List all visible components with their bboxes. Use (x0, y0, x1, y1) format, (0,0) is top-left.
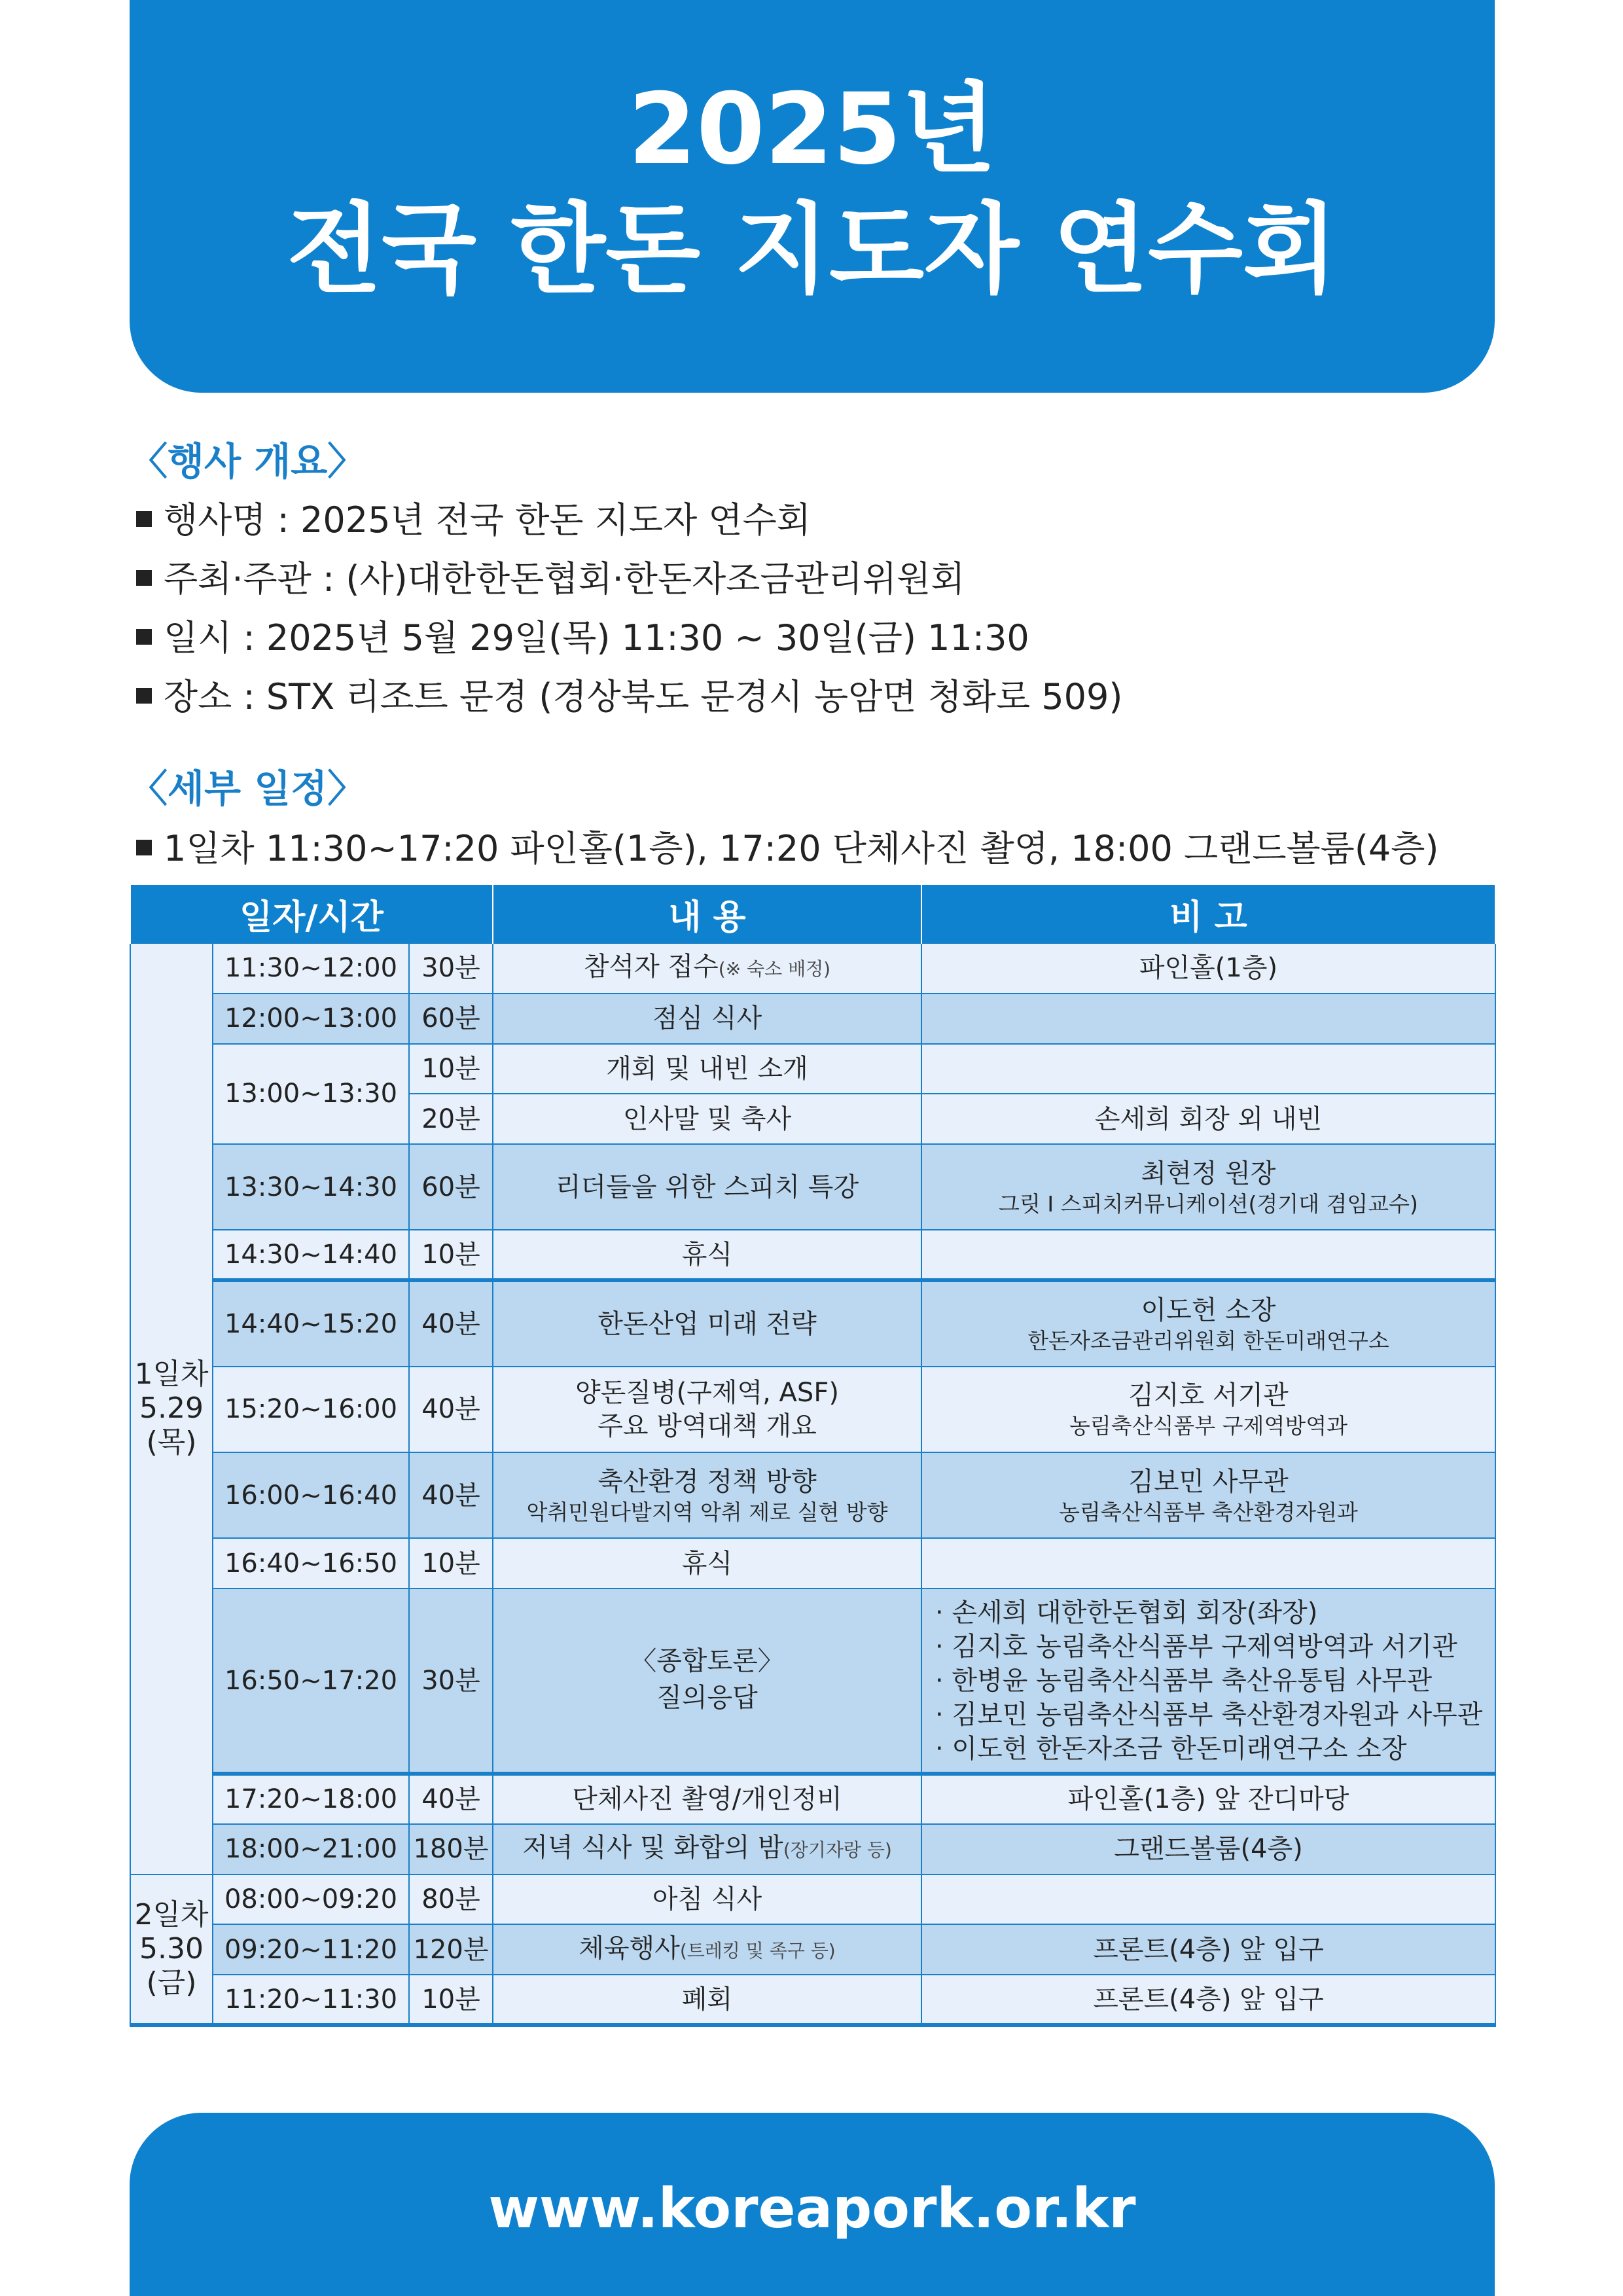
table-row (130, 1588, 1495, 1774)
table-row (130, 994, 1495, 1044)
duration-cell: 10분 (409, 1230, 493, 1280)
content-cell: 인사말 및 축사 (493, 1094, 921, 1144)
note-cell (921, 1874, 1495, 1925)
panel-member: · 김지호 농림축산식품부 구제역방역과 서기관 (935, 1631, 1457, 1662)
table-row (130, 1774, 1495, 1824)
day1-label: 1일차 (134, 1357, 209, 1391)
header-note: 비 고 (921, 885, 1495, 943)
overview-item: 주최·주관 : (사)대한한돈협회·한돈자조금관리위원회 (136, 556, 965, 602)
day2-cell (130, 1874, 213, 2025)
time-cell: 09:20~11:20 (213, 1924, 409, 1975)
content-cell: 저녁 식사 및 화합의 밤(장기자랑 등) (493, 1824, 921, 1874)
note-cell (921, 1230, 1495, 1280)
time-cell: 14:30~14:40 (213, 1230, 409, 1280)
note-cell: 프론트(4층) 앞 입구 (921, 1975, 1495, 2025)
note-cell: 손세희 회장 외 내빈 (921, 1094, 1495, 1144)
duration-cell: 60분 (409, 994, 493, 1044)
content-cell: 한돈산업 미래 전략 (493, 1280, 921, 1366)
note-cell: 이도헌 소장 한돈자조금관리위원회 한돈미래연구소 (921, 1280, 1495, 1366)
content-cell: 아침 식사 (493, 1874, 921, 1925)
panel-member: · 손세희 대한한돈협회 회장(좌장) (935, 1597, 1318, 1628)
time-cell: 16:50~17:20 (213, 1588, 409, 1774)
time-cell: 13:00~13:30 (213, 1044, 409, 1145)
time-cell: 17:20~18:00 (213, 1774, 409, 1824)
schedule-title: 〈세부 일정〉 (130, 766, 366, 811)
time-cell: 18:00~21:00 (213, 1824, 409, 1874)
time-cell: 15:20~16:00 (213, 1367, 409, 1452)
time-cell: 11:20~11:30 (213, 1975, 409, 2025)
note-cell: 최현정 원장 그릿 I 스피치커뮤니케이션(경기대 겸임교수) (921, 1144, 1495, 1230)
duration-cell: 10분 (409, 1975, 493, 2025)
header-title: 전국 한돈 지도자 연수회 (287, 193, 1338, 307)
table-row (130, 1452, 1495, 1538)
overview-title: 〈행사 개요〉 (130, 439, 366, 484)
day2-date: 5.30 (139, 1931, 204, 1965)
schedule-summary: 1일차 11:30~17:20 파인홀(1층), 17:20 단체사진 촬영, 18:00 그랜드볼룸(4층) (136, 826, 1439, 872)
day1-date: 5.29 (139, 1391, 204, 1426)
schedule-table (130, 885, 1496, 2027)
duration-cell: 80분 (409, 1874, 493, 1925)
duration-cell: 40분 (409, 1774, 493, 1824)
note-cell: 김지호 서기관 농림축산식품부 구제역방역과 (921, 1367, 1495, 1452)
duration-cell: 40분 (409, 1367, 493, 1452)
square-bullet-icon (136, 511, 152, 527)
square-bullet-icon (136, 629, 152, 645)
table-header-row (130, 885, 1495, 943)
day1-dow: (목) (146, 1426, 197, 1460)
table-row (130, 1975, 1495, 2025)
note-cell: 파인홀(1층) 앞 잔디마당 (921, 1774, 1495, 1824)
table-row (130, 1144, 1495, 1230)
table-row (130, 1044, 1495, 1094)
content-cell: 양돈질병(구제역, ASF) 주요 방역대책 개요 (493, 1367, 921, 1452)
square-bullet-icon (136, 840, 152, 855)
content-cell: 리더들을 위한 스피치 특강 (493, 1144, 921, 1230)
content-cell: 폐회 (493, 1975, 921, 2025)
duration-cell: 30분 (409, 1588, 493, 1774)
duration-cell: 10분 (409, 1044, 493, 1094)
table-row (130, 1280, 1495, 1366)
duration-cell: 40분 (409, 1280, 493, 1366)
panel-member: · 한병윤 농림축산식품부 축산유통팀 사무관 (935, 1665, 1433, 1696)
square-bullet-icon (136, 688, 152, 704)
content-cell: 단체사진 촬영/개인정비 (493, 1774, 921, 1824)
content-cell: 참석자 접수(※ 숙소 배정) (493, 943, 921, 994)
header-content: 내 용 (493, 885, 921, 943)
note-cell: 그랜드볼룸(4층) (921, 1824, 1495, 1874)
day1-cell (130, 943, 213, 1874)
content-cell: 개회 및 내빈 소개 (493, 1044, 921, 1094)
content-cell: 체육행사(트레킹 및 족구 등) (493, 1924, 921, 1975)
time-cell: 11:30~12:00 (213, 943, 409, 994)
header-datetime: 일자/시간 (130, 885, 493, 943)
day2-dow: (금) (146, 1965, 197, 2000)
panel-member: · 이도헌 한돈자조금 한돈미래연구소 소장 (935, 1733, 1407, 1764)
header-banner (130, 0, 1495, 393)
table-row (130, 1824, 1495, 1874)
overview-item: 장소 : STX 리조트 문경 (경상북도 문경시 농암면 청화로 509) (136, 674, 1122, 720)
table-row (130, 1367, 1495, 1452)
note-cell: 프론트(4층) 앞 입구 (921, 1924, 1495, 1975)
time-cell: 16:40~16:50 (213, 1538, 409, 1588)
note-cell: 김보민 사무관 농림축산식품부 축산환경자원과 (921, 1452, 1495, 1538)
day2-label: 2일차 (134, 1897, 209, 1931)
square-bullet-icon (136, 570, 152, 586)
website-link[interactable]: www.koreapork.or.kr (488, 2176, 1136, 2240)
content-cell: 휴식 (493, 1538, 921, 1588)
panel-list (921, 1588, 1495, 1774)
content-cell: 축산환경 정책 방향 악취민원다발지역 악취 제로 실현 방향 (493, 1452, 921, 1538)
duration-cell: 10분 (409, 1538, 493, 1588)
table-row (130, 1874, 1495, 1925)
duration-cell: 40분 (409, 1452, 493, 1538)
duration-cell: 20분 (409, 1094, 493, 1144)
time-cell: 13:30~14:30 (213, 1144, 409, 1230)
content-cell: 점심 식사 (493, 994, 921, 1044)
note-cell (921, 1538, 1495, 1588)
time-cell: 08:00~09:20 (213, 1874, 409, 1925)
duration-cell: 180분 (409, 1824, 493, 1874)
duration-cell: 120분 (409, 1924, 493, 1975)
note-cell (921, 1044, 1495, 1094)
overview-item: 행사명 : 2025년 전국 한돈 지도자 연수회 (136, 497, 811, 543)
table-row (130, 1230, 1495, 1280)
table-row (130, 1538, 1495, 1588)
panel-member: · 김보민 농림축산식품부 축산환경자원과 사무관 (935, 1699, 1483, 1730)
time-cell: 12:00~13:00 (213, 994, 409, 1044)
note-cell (921, 994, 1495, 1044)
content-cell: 〈종합토론〉 질의응답 (493, 1588, 921, 1774)
duration-cell: 30분 (409, 943, 493, 994)
table-row (130, 943, 1495, 994)
time-cell: 14:40~15:20 (213, 1280, 409, 1366)
overview-item: 일시 : 2025년 5월 29일(목) 11:30 ~ 30일(금) 11:30 (136, 615, 1029, 661)
content-cell: 휴식 (493, 1230, 921, 1280)
header-year: 2025년 (628, 73, 997, 187)
time-cell: 16:00~16:40 (213, 1452, 409, 1538)
duration-cell: 60분 (409, 1144, 493, 1230)
note-cell: 파인홀(1층) (921, 943, 1495, 994)
table-row (130, 1924, 1495, 1975)
footer-banner (130, 2113, 1495, 2296)
